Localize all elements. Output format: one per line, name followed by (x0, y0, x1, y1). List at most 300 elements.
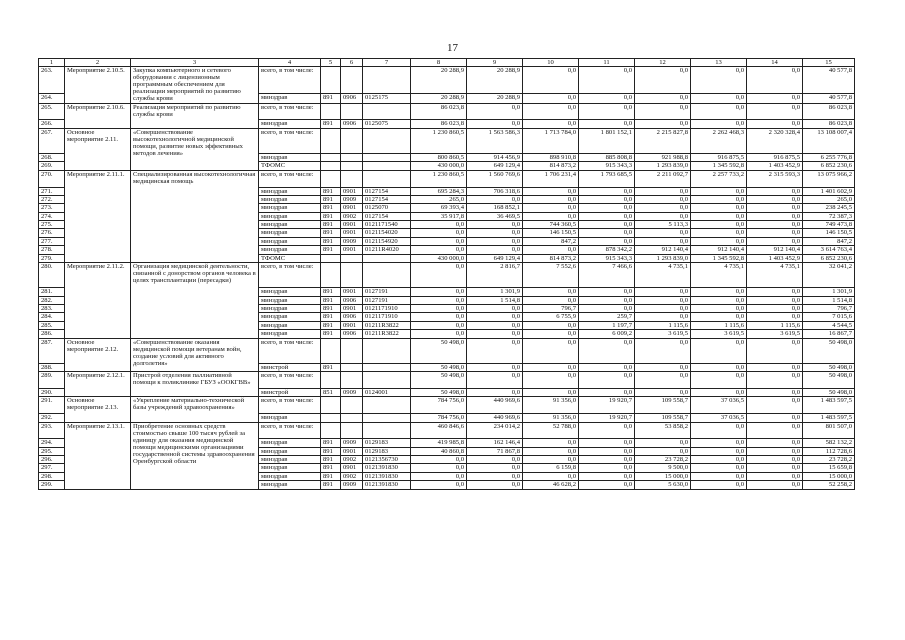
section-code: 0901 (341, 229, 363, 237)
ministry-code: 891 (321, 321, 341, 329)
amount-cell: 1 563 586,3 (467, 128, 523, 153)
amount-cell: 6 009,2 (579, 330, 635, 338)
amount-cell: 13 108 007,4 (803, 128, 855, 153)
row-number: 282. (39, 296, 65, 304)
amount-cell: 52 788,0 (523, 422, 579, 439)
amount-cell: 4 544,5 (803, 321, 855, 329)
row-number: 292. (39, 414, 65, 422)
article-code: 0121154020 (363, 229, 411, 237)
amount-cell: 0,0 (411, 221, 467, 229)
budget-table (38, 58, 855, 490)
funding-source: всего, в том числе: (259, 67, 321, 94)
table-row (39, 397, 855, 414)
funding-source: всего, в том числе: (259, 103, 321, 120)
amount-cell: 0,0 (747, 204, 803, 212)
funding-source: ТФОМС (259, 162, 321, 170)
measure-name: Основное мероприятие 2.11. (65, 128, 131, 170)
amount-cell: 0,0 (691, 229, 747, 237)
measure-description: «Укрепление материально-технической базы учреждений здравоохранения» (131, 397, 259, 422)
ministry-code: 891 (321, 94, 341, 103)
article-code (363, 162, 411, 170)
amount-cell: 0,0 (747, 296, 803, 304)
amount-cell: 0,0 (467, 481, 523, 489)
row-number: 274. (39, 212, 65, 220)
column-header: 14 (747, 59, 803, 67)
row-number: 271. (39, 187, 65, 195)
amount-cell: 0,0 (411, 237, 467, 245)
funding-source: минздрав (259, 481, 321, 489)
funding-source: минздрав (259, 153, 321, 161)
amount-cell: 706 318,6 (467, 187, 523, 195)
ministry-code (321, 67, 341, 94)
amount-cell: 4 735,1 (691, 263, 747, 288)
row-number: 293. (39, 422, 65, 439)
amount-cell: 1 483 597,5 (803, 397, 855, 414)
amount-cell: 0,0 (691, 338, 747, 363)
amount-cell: 146 150,5 (803, 229, 855, 237)
amount-cell: 912 140,4 (747, 246, 803, 254)
amount-cell: 0,0 (523, 321, 579, 329)
section-code: 0901 (341, 221, 363, 229)
amount-cell: 0,0 (635, 296, 691, 304)
amount-cell: 0,0 (579, 229, 635, 237)
section-code (341, 372, 363, 389)
funding-source: всего, в том числе: (259, 128, 321, 153)
article-code (363, 103, 411, 120)
table-row (39, 338, 855, 363)
amount-cell: 146 150,5 (523, 229, 579, 237)
article-code (363, 372, 411, 389)
row-number: 276. (39, 229, 65, 237)
amount-cell: 2 320 328,4 (747, 128, 803, 153)
amount-cell: 2 315 593,3 (747, 170, 803, 187)
ministry-code: 891 (321, 229, 341, 237)
ministry-code: 891 (321, 120, 341, 128)
ministry-code: 891 (321, 204, 341, 212)
article-code: 0121391830 (363, 464, 411, 472)
amount-cell: 0,0 (635, 67, 691, 94)
amount-cell: 2 257 733,2 (691, 170, 747, 187)
amount-cell: 0,0 (523, 212, 579, 220)
amount-cell: 0,0 (635, 212, 691, 220)
amount-cell: 0,0 (747, 447, 803, 455)
amount-cell: 0,0 (467, 120, 523, 128)
ministry-code: 891 (321, 363, 341, 371)
amount-cell: 0,0 (579, 103, 635, 120)
amount-cell: 419 985,8 (411, 439, 467, 447)
table-row (39, 67, 855, 94)
article-code (363, 422, 411, 439)
amount-cell: 0,0 (691, 221, 747, 229)
amount-cell: 0,0 (523, 94, 579, 103)
table-row (39, 170, 855, 187)
article-code (363, 128, 411, 153)
article-code: 0121171910 (363, 313, 411, 321)
article-code (363, 153, 411, 161)
amount-cell: 915 343,3 (579, 162, 635, 170)
amount-cell: 0,0 (579, 221, 635, 229)
amount-cell: 885 808,8 (579, 153, 635, 161)
amount-cell: 20 288,9 (411, 67, 467, 94)
column-header: 6 (341, 59, 363, 67)
measure-description: «Совершенствование оказания медицинской помощи ветеранам войн, создание условий для активного долголетия» (131, 338, 259, 372)
amount-cell: 0,0 (691, 388, 747, 396)
amount-cell: 53 858,2 (635, 422, 691, 439)
measure-description: «Совершенствование высокотехнологичной медицинской помощи, развитие новых эффективных методов лечения» (131, 128, 259, 170)
amount-cell: 914 456,9 (467, 153, 523, 161)
amount-cell: 0,0 (579, 372, 635, 389)
amount-cell: 1 230 860,5 (411, 170, 467, 187)
amount-cell: 86 023,8 (411, 103, 467, 120)
amount-cell: 0,0 (691, 67, 747, 94)
row-number: 275. (39, 221, 65, 229)
amount-cell: 0,0 (411, 288, 467, 296)
table-row (39, 103, 855, 120)
row-number: 267. (39, 128, 65, 153)
amount-cell: 0,0 (747, 313, 803, 321)
amount-cell: 0,0 (579, 305, 635, 313)
amount-cell: 0,0 (691, 472, 747, 480)
funding-source: минздрав (259, 229, 321, 237)
amount-cell: 916 875,5 (691, 153, 747, 161)
ministry-code: 891 (321, 481, 341, 489)
amount-cell: 0,0 (691, 313, 747, 321)
funding-source: минздрав (259, 414, 321, 422)
amount-cell: 0,0 (635, 313, 691, 321)
amount-cell: 0,0 (579, 447, 635, 455)
column-header: 1 (39, 59, 65, 67)
column-header: 5 (321, 59, 341, 67)
article-code (363, 254, 411, 262)
amount-cell: 0,0 (747, 372, 803, 389)
amount-cell: 847,2 (803, 237, 855, 245)
funding-source: минздрав (259, 212, 321, 220)
article-code: 0121171910 (363, 305, 411, 313)
amount-cell: 0,0 (691, 94, 747, 103)
amount-cell: 460 846,6 (411, 422, 467, 439)
amount-cell: 744 360,5 (523, 221, 579, 229)
amount-cell: 0,0 (691, 288, 747, 296)
amount-cell: 0,0 (691, 120, 747, 128)
amount-cell: 20 288,9 (467, 94, 523, 103)
ministry-code: 891 (321, 464, 341, 472)
amount-cell: 0,0 (523, 67, 579, 94)
funding-source: всего, в том числе: (259, 170, 321, 187)
amount-cell: 234 014,2 (467, 422, 523, 439)
column-header: 13 (691, 59, 747, 67)
amount-cell: 16 867,7 (803, 330, 855, 338)
amount-cell: 1 706 231,4 (523, 170, 579, 187)
amount-cell: 1 301,9 (803, 288, 855, 296)
row-number: 298. (39, 472, 65, 480)
row-number: 270. (39, 170, 65, 187)
amount-cell: 5 630,0 (635, 481, 691, 489)
ministry-code: 891 (321, 305, 341, 313)
amount-cell: 796,7 (523, 305, 579, 313)
amount-cell: 0,0 (411, 229, 467, 237)
amount-cell: 6 852 230,6 (803, 254, 855, 262)
amount-cell: 0,0 (691, 456, 747, 464)
amount-cell: 15 000,0 (803, 472, 855, 480)
row-number: 286. (39, 330, 65, 338)
amount-cell: 15 000,0 (635, 472, 691, 480)
column-header: 3 (131, 59, 259, 67)
ministry-code (321, 153, 341, 161)
article-code: 0129183 (363, 439, 411, 447)
amount-cell: 1 483 597,5 (803, 414, 855, 422)
section-code: 0901 (341, 246, 363, 254)
row-number: 294. (39, 439, 65, 447)
amount-cell: 0,0 (747, 439, 803, 447)
amount-cell: 1 801 152,1 (579, 128, 635, 153)
amount-cell: 1 115,6 (691, 321, 747, 329)
amount-cell: 0,0 (747, 472, 803, 480)
section-code: 0901 (341, 321, 363, 329)
amount-cell: 6 755,9 (523, 313, 579, 321)
section-code: 0909 (341, 481, 363, 489)
amount-cell: 23 728,2 (803, 456, 855, 464)
amount-cell: 0,0 (467, 237, 523, 245)
amount-cell: 440 969,6 (467, 414, 523, 422)
amount-cell: 0,0 (747, 103, 803, 120)
row-number: 283. (39, 305, 65, 313)
row-number: 273. (39, 204, 65, 212)
amount-cell: 20 288,9 (467, 67, 523, 94)
table-row (39, 128, 855, 153)
amount-cell: 1 293 839,0 (635, 162, 691, 170)
section-code (341, 128, 363, 153)
article-code (363, 363, 411, 371)
article-code: 0127154 (363, 212, 411, 220)
row-number: 278. (39, 246, 65, 254)
ministry-code (321, 397, 341, 414)
amount-cell: 0,0 (635, 237, 691, 245)
amount-cell: 1 197,7 (579, 321, 635, 329)
row-number: 272. (39, 195, 65, 203)
amount-cell: 0,0 (523, 246, 579, 254)
amount-cell: 23 728,2 (635, 456, 691, 464)
measure-description: Закупка компьютерного и сетевого оборудования с лицензионным программным обеспечением для реализации мероприятий по развитию службы крови (131, 67, 259, 103)
section-code (341, 363, 363, 371)
row-number: 266. (39, 120, 65, 128)
amount-cell: 4 735,1 (635, 263, 691, 288)
article-code: 0121391830 (363, 481, 411, 489)
article-code (363, 397, 411, 414)
amount-cell: 430 000,0 (411, 162, 467, 170)
article-code: 0129183 (363, 447, 411, 455)
amount-cell: 0,0 (523, 363, 579, 371)
amount-cell: 36 469,5 (467, 212, 523, 220)
amount-cell: 814 873,2 (523, 254, 579, 262)
amount-cell: 2 211 092,7 (635, 170, 691, 187)
section-code: 0901 (341, 305, 363, 313)
amount-cell: 86 023,8 (803, 103, 855, 120)
article-code: 0127154 (363, 187, 411, 195)
amount-cell: 0,0 (467, 363, 523, 371)
row-number: 269. (39, 162, 65, 170)
amount-cell: 162 146,4 (467, 439, 523, 447)
amount-cell: 0,0 (467, 103, 523, 120)
funding-source: минздрав (259, 94, 321, 103)
ministry-code (321, 103, 341, 120)
ministry-code: 891 (321, 246, 341, 254)
column-header: 10 (523, 59, 579, 67)
amount-cell: 13 075 966,2 (803, 170, 855, 187)
amount-cell: 1 230 860,5 (411, 128, 467, 153)
amount-cell: 0,0 (635, 187, 691, 195)
amount-cell: 801 507,0 (803, 422, 855, 439)
amount-cell: 0,0 (691, 103, 747, 120)
section-code (341, 422, 363, 439)
article-code: 0121391830 (363, 472, 411, 480)
section-code: 0902 (341, 472, 363, 480)
column-header: 2 (65, 59, 131, 67)
amount-cell: 0,0 (747, 481, 803, 489)
amount-cell: 649 129,4 (467, 162, 523, 170)
amount-cell: 0,0 (747, 229, 803, 237)
amount-cell: 5 113,3 (635, 221, 691, 229)
section-code: 0901 (341, 447, 363, 455)
amount-cell: 0,0 (747, 422, 803, 439)
row-number: 287. (39, 338, 65, 363)
row-number: 279. (39, 254, 65, 262)
amount-cell: 0,0 (411, 456, 467, 464)
amount-cell: 1 345 592,8 (691, 254, 747, 262)
section-code: 0906 (341, 296, 363, 304)
amount-cell: 3 619,5 (691, 330, 747, 338)
amount-cell: 40 860,8 (411, 447, 467, 455)
amount-cell: 7 015,6 (803, 313, 855, 321)
ministry-code (321, 414, 341, 422)
measure-description: Пристрой отделения паллиативной помощи к поликлинике ГБУЗ «ООКГВВ» (131, 372, 259, 397)
amount-cell: 0,0 (691, 447, 747, 455)
amount-cell: 19 920,7 (579, 397, 635, 414)
ministry-code (321, 170, 341, 187)
funding-source: всего, в том числе: (259, 263, 321, 288)
funding-source: минздрав (259, 221, 321, 229)
amount-cell: 19 920,7 (579, 414, 635, 422)
ministry-code (321, 162, 341, 170)
amount-cell: 0,0 (691, 305, 747, 313)
funding-source: минздрав (259, 288, 321, 296)
funding-source: минстрой (259, 388, 321, 396)
amount-cell: 37 036,5 (691, 414, 747, 422)
amount-cell: 50 498,0 (803, 363, 855, 371)
amount-cell: 0,0 (579, 296, 635, 304)
amount-cell: 6 852 230,6 (803, 162, 855, 170)
amount-cell: 71 867,8 (467, 447, 523, 455)
amount-cell: 0,0 (579, 204, 635, 212)
amount-cell: 784 756,0 (411, 414, 467, 422)
table-row (39, 263, 855, 288)
amount-cell: 878 342,2 (579, 246, 635, 254)
amount-cell: 91 356,0 (523, 414, 579, 422)
amount-cell: 0,0 (579, 388, 635, 396)
amount-cell: 0,0 (523, 456, 579, 464)
ministry-code: 891 (321, 221, 341, 229)
funding-source: минздрав (259, 296, 321, 304)
funding-source: минздрав (259, 456, 321, 464)
amount-cell: 0,0 (747, 363, 803, 371)
amount-cell: 0,0 (523, 330, 579, 338)
ministry-code: 891 (321, 195, 341, 203)
article-code: 0125075 (363, 120, 411, 128)
article-code: 01211R4020 (363, 246, 411, 254)
amount-cell: 784 756,0 (411, 397, 467, 414)
section-code (341, 153, 363, 161)
header-row (39, 59, 855, 67)
measure-description: Организация медицинской деятельности, связанной с донорством органов человека в целях трансплантации (пересадки) (131, 263, 259, 339)
amount-cell: 0,0 (523, 372, 579, 389)
amount-cell: 0,0 (523, 204, 579, 212)
section-code (341, 162, 363, 170)
amount-cell: 1 345 592,8 (691, 162, 747, 170)
amount-cell: 0,0 (747, 414, 803, 422)
section-code: 0906 (341, 94, 363, 103)
article-code: 0121356730 (363, 456, 411, 464)
article-code: 0127191 (363, 296, 411, 304)
amount-cell: 0,0 (411, 481, 467, 489)
amount-cell: 3 614 763,4 (803, 246, 855, 254)
amount-cell: 7 552,6 (523, 263, 579, 288)
amount-cell: 0,0 (691, 422, 747, 439)
amount-cell: 898 910,8 (523, 153, 579, 161)
amount-cell: 0,0 (579, 94, 635, 103)
amount-cell: 2 262 468,3 (691, 128, 747, 153)
row-number: 277. (39, 237, 65, 245)
section-code (341, 254, 363, 262)
article-code: 01211R3822 (363, 321, 411, 329)
measure-name: Мероприятие 2.12.1. (65, 372, 131, 397)
amount-cell: 440 969,6 (467, 397, 523, 414)
amount-cell: 0,0 (635, 447, 691, 455)
amount-cell: 1 115,6 (747, 321, 803, 329)
amount-cell: 72 387,3 (803, 212, 855, 220)
amount-cell: 0,0 (691, 372, 747, 389)
section-code (341, 338, 363, 363)
amount-cell: 6 159,8 (523, 464, 579, 472)
amount-cell: 800 860,5 (411, 153, 467, 161)
column-header: 8 (411, 59, 467, 67)
amount-cell: 2 215 827,8 (635, 128, 691, 153)
section-code: 0901 (341, 204, 363, 212)
amount-cell: 0,0 (467, 330, 523, 338)
ministry-code (321, 372, 341, 389)
amount-cell: 50 498,0 (411, 338, 467, 363)
amount-cell: 0,0 (467, 338, 523, 363)
amount-cell: 0,0 (411, 313, 467, 321)
ministry-code: 891 (321, 472, 341, 480)
table-body (39, 67, 855, 490)
amount-cell: 1 401 602,9 (803, 187, 855, 195)
amount-cell: 915 343,3 (579, 254, 635, 262)
row-number: 268. (39, 153, 65, 161)
amount-cell: 37 036,5 (691, 397, 747, 414)
row-number: 281. (39, 288, 65, 296)
amount-cell: 0,0 (747, 397, 803, 414)
amount-cell: 0,0 (747, 456, 803, 464)
article-code (363, 67, 411, 94)
amount-cell: 0,0 (747, 305, 803, 313)
ministry-code (321, 338, 341, 363)
funding-source: минздрав (259, 204, 321, 212)
amount-cell: 649 129,4 (467, 254, 523, 262)
amount-cell: 0,0 (467, 464, 523, 472)
column-header: 9 (467, 59, 523, 67)
section-code: 0902 (341, 212, 363, 220)
amount-cell: 0,0 (579, 120, 635, 128)
amount-cell: 0,0 (411, 472, 467, 480)
